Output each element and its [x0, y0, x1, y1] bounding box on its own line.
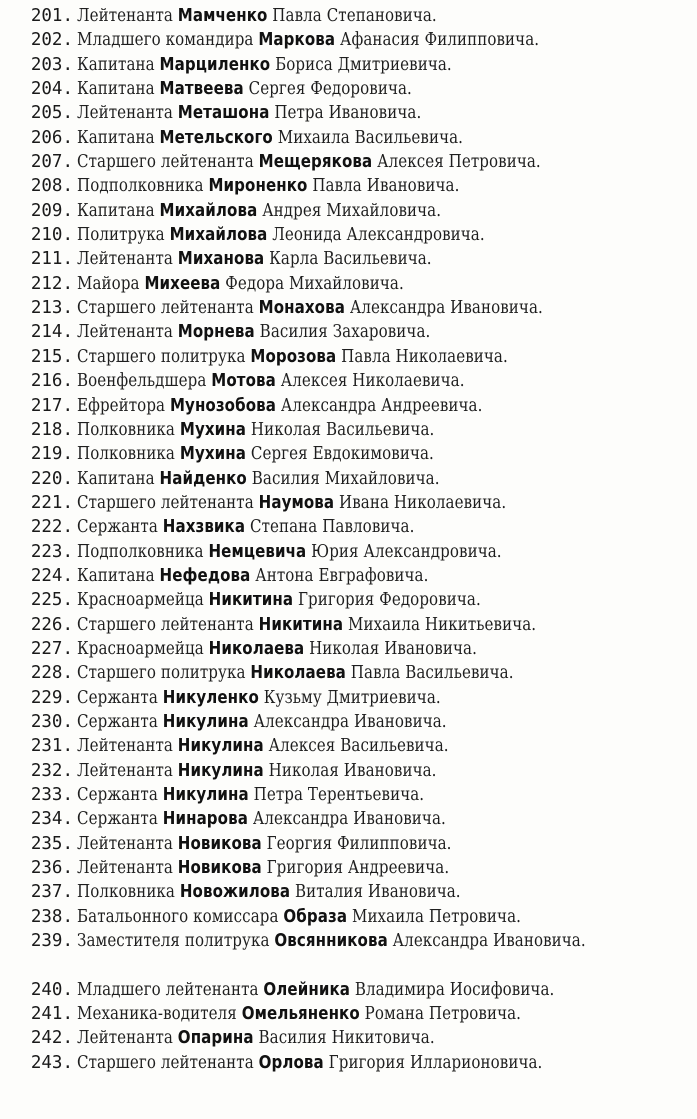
entry-number: 242.: [30, 1028, 73, 1049]
entry-text: [77, 296, 610, 320]
entry-rank: Лейтенанта: [77, 103, 173, 124]
entry-text: [77, 929, 610, 953]
entry-rank: Сержанта: [77, 785, 158, 805]
entry-text: [77, 369, 610, 393]
entry-rank: Подполковника: [77, 176, 204, 197]
entry-given-names: Георгия Филипповича.: [266, 833, 452, 854]
entry-rank: Лейтенанта: [77, 6, 173, 26]
entry-surname: Никулина: [177, 736, 264, 757]
entry-rank: Лейтенанта: [77, 760, 173, 781]
list-item: [0, 515, 697, 539]
entry-surname: Нинарова: [162, 809, 248, 830]
entry-given-names: Михаила Васильевича.: [277, 127, 464, 148]
entry-text: [77, 515, 610, 539]
entry-surname: Михайлова: [169, 225, 268, 246]
entry-text: [77, 467, 610, 491]
list-item: [0, 783, 697, 807]
entry-given-names: Антона Евграфовича.: [255, 565, 429, 586]
entry-number: 228.: [30, 663, 73, 684]
entry-given-names: Василия Никитовича.: [258, 1028, 435, 1049]
entry-rank: Младшего командира: [77, 30, 254, 51]
entry-given-names: Григория Илларионовича.: [328, 1052, 543, 1073]
entry-rank: Старшего лейтенанта: [77, 492, 254, 513]
entry-text: [77, 613, 610, 637]
entry-rank: Лейтенанта: [77, 858, 173, 879]
entry-rank: Капитана: [77, 565, 155, 586]
entry-text: [77, 564, 610, 588]
entry-surname: Нахзвика: [162, 517, 246, 538]
entry-surname: Морнева: [177, 322, 255, 343]
entry-surname: Мунозобова: [169, 395, 276, 416]
entry-number: 233.: [30, 785, 73, 805]
entry-number: 218.: [30, 419, 73, 440]
list-item: [0, 174, 697, 198]
entry-number: 222.: [30, 517, 73, 538]
entry-text: [77, 247, 610, 271]
entry-given-names: Бориса Дмитриевича.: [275, 54, 452, 75]
entry-given-names: Ивана Николаевича.: [339, 492, 507, 513]
entry-number: 203.: [30, 54, 73, 75]
entry-surname: Михайлова: [159, 200, 258, 221]
entry-text: [77, 418, 610, 442]
entry-given-names: Леонида Александровича.: [272, 225, 485, 246]
entry-surname: Мухина: [179, 444, 246, 465]
entry-rank: Сержанта: [77, 517, 158, 538]
entry-number: 237.: [30, 882, 73, 903]
entry-text: [77, 28, 610, 52]
list-item: [0, 832, 697, 856]
entry-given-names: Григория Андреевича.: [266, 858, 450, 879]
entry-given-names: Николая Васильевича.: [250, 419, 435, 440]
entry-number: 230.: [30, 711, 73, 732]
entry-text: [77, 320, 610, 344]
entry-given-names: Сергея Евдокимовича.: [250, 444, 434, 465]
entry-rank: Полковника: [77, 419, 175, 440]
list-item: [0, 418, 697, 442]
list-item: [0, 588, 697, 612]
entry-text: [77, 345, 610, 369]
entry-text: [77, 1051, 610, 1075]
entry-rank: Капитана: [77, 79, 155, 100]
entry-number: 204.: [30, 79, 73, 100]
entry-given-names: Алексея Васильевича.: [268, 736, 449, 757]
entry-number: 241.: [30, 1004, 73, 1025]
entry-text: [77, 783, 610, 807]
entry-rank: Капитана: [77, 127, 155, 148]
list-item: [0, 613, 697, 637]
entry-text: [77, 4, 610, 28]
entry-rank: Полковника: [77, 444, 175, 465]
entry-number: 240.: [30, 979, 73, 1000]
entry-text: [77, 223, 610, 247]
list-item: [0, 880, 697, 904]
entry-text: [77, 491, 610, 515]
list-item: [0, 53, 697, 77]
entry-given-names: Александра Андреевича.: [280, 395, 483, 416]
entry-rank: Лейтенанта: [77, 1028, 173, 1049]
list-item: [0, 77, 697, 101]
entry-given-names: Степана Павловича.: [249, 517, 415, 538]
entry-given-names: Александра Ивановича.: [349, 298, 543, 319]
entry-text: [77, 880, 610, 904]
entry-rank: Военфельдшера: [77, 371, 207, 392]
list-item: [0, 637, 697, 661]
entry-text: [77, 661, 610, 685]
entry-surname: Олейника: [263, 979, 350, 1000]
entry-given-names: Андрея Михайловича.: [262, 200, 442, 221]
entry-given-names: Карла Васильевича.: [269, 249, 432, 270]
entry-text: [77, 856, 610, 880]
list-item: [0, 564, 697, 588]
entry-text: [77, 905, 610, 929]
entry-given-names: Романа Петровича.: [364, 1004, 522, 1025]
entry-number: 216.: [30, 371, 73, 392]
list-item: [0, 272, 697, 296]
list-item: [0, 661, 697, 685]
entry-rank: Старшего лейтенанта: [77, 152, 254, 173]
entry-rank: Лейтенанта: [77, 833, 173, 854]
entry-given-names: Александра Ивановича.: [392, 931, 586, 952]
entry-given-names: Александра Ивановича.: [253, 711, 447, 732]
list-item: [0, 394, 697, 418]
list-item: [0, 101, 697, 125]
entry-rank: Капитана: [77, 468, 155, 489]
entry-text: [77, 1026, 610, 1050]
entry-text: [77, 394, 610, 418]
entry-rank: Лейтенанта: [77, 322, 173, 343]
entry-number: 207.: [30, 152, 73, 173]
entry-given-names: Михаила Петровича.: [351, 906, 522, 927]
entry-number: 215.: [30, 346, 73, 367]
list-item: [0, 978, 697, 1002]
list-item: [0, 296, 697, 320]
list-item: [0, 807, 697, 831]
entry-surname: Никулина: [177, 760, 264, 781]
entry-number: 227.: [30, 638, 73, 659]
entry-number: 219.: [30, 444, 73, 465]
entry-surname: Образа: [283, 906, 348, 927]
name-list: [0, 4, 697, 1075]
entry-given-names: Кузьму Дмитриевича.: [263, 687, 441, 708]
list-item: [0, 442, 697, 466]
list-item: [0, 686, 697, 710]
entry-rank: Сержанта: [77, 687, 158, 708]
entry-surname: Никитина: [208, 590, 294, 611]
entry-text: [77, 686, 610, 710]
entry-rank: Красноармейца: [77, 638, 204, 659]
entry-number: 209.: [30, 200, 73, 221]
entry-text: [77, 1002, 610, 1026]
entry-rank: Подполковника: [77, 541, 204, 562]
entry-text: [77, 272, 610, 296]
entry-rank: Лейтенанта: [77, 249, 173, 270]
entry-surname: Новикова: [177, 833, 262, 854]
entry-number: 223.: [30, 541, 73, 562]
list-item: [0, 369, 697, 393]
entry-surname: Меташона: [177, 103, 270, 124]
entry-text: [77, 637, 610, 661]
entry-text: [77, 734, 610, 758]
entry-rank: Механика-водителя: [77, 1004, 237, 1025]
entry-text: [77, 540, 610, 564]
entry-surname: Омельяненко: [241, 1004, 360, 1025]
entry-surname: Новикова: [177, 858, 262, 879]
entry-text: [77, 759, 610, 783]
entry-surname: Новожилова: [179, 882, 291, 903]
list-item: [0, 247, 697, 271]
entry-rank: Красноармейца: [77, 590, 204, 611]
entry-text: [77, 442, 610, 466]
entry-rank: Майора: [77, 273, 140, 294]
list-item: [0, 345, 697, 369]
entry-surname: Найденко: [159, 468, 247, 489]
entry-number: 226.: [30, 614, 73, 635]
entry-rank: Батальонного комиссара: [77, 906, 279, 927]
entry-rank: Младшего лейтенанта: [77, 979, 259, 1000]
entry-surname: Миханова: [177, 249, 265, 270]
entry-number: 234.: [30, 809, 73, 830]
entry-given-names: Петра Терентьевича.: [253, 785, 425, 805]
entry-given-names: Алексея Николаевича.: [280, 371, 465, 392]
entry-text: [77, 710, 610, 734]
entry-surname: Наумова: [258, 492, 335, 513]
entry-given-names: Алексея Петровича.: [377, 152, 541, 173]
entry-given-names: Николая Ивановича.: [309, 638, 477, 659]
list-item: [0, 710, 697, 734]
entry-given-names: Павла Степановича.: [272, 6, 437, 26]
entry-given-names: Михаила Никитьевича.: [347, 614, 537, 635]
list-item: [0, 856, 697, 880]
list-item: [0, 929, 697, 978]
entry-surname: Никуленко: [162, 687, 259, 708]
entry-number: 224.: [30, 565, 73, 586]
entry-given-names: Александра Ивановича.: [252, 809, 446, 830]
list-item: [0, 734, 697, 758]
entry-surname: Николаева: [250, 663, 346, 684]
entry-text: [77, 126, 610, 150]
entry-number: 202.: [30, 30, 73, 51]
entry-number: 205.: [30, 103, 73, 124]
entry-text: [77, 101, 610, 125]
entry-surname: Мещерякова: [258, 152, 373, 173]
entry-rank: Политрука: [77, 225, 165, 246]
entry-number: 238.: [30, 906, 73, 927]
entry-given-names: Павла Ивановича.: [312, 176, 460, 197]
entry-text: [77, 807, 610, 831]
entry-text: [77, 53, 610, 77]
entry-number: 214.: [30, 322, 73, 343]
entry-surname: Монахова: [258, 298, 345, 319]
entry-number: 206.: [30, 127, 73, 148]
entry-surname: Николаева: [208, 638, 305, 659]
entry-number: 208.: [30, 176, 73, 197]
list-item: [0, 199, 697, 223]
entry-number: 236.: [30, 858, 73, 879]
entry-rank: Ефрейтора: [77, 395, 166, 416]
entry-number: 201.: [30, 6, 73, 26]
entry-surname: Метельского: [159, 127, 273, 148]
entry-rank: Старшего политрука: [77, 346, 246, 367]
entry-surname: Мамченко: [177, 6, 268, 26]
entry-given-names: Афанасия Филипповича.: [339, 30, 540, 51]
entry-surname: Овсянникова: [274, 931, 388, 952]
entry-text: [77, 832, 610, 856]
entry-number: 225.: [30, 590, 73, 611]
entry-number: 211.: [30, 249, 73, 270]
entry-rank: Сержанта: [77, 711, 158, 732]
entry-surname: Марциленко: [159, 54, 271, 75]
entry-given-names: Василия Михайловича.: [251, 468, 440, 489]
entry-text: [77, 588, 610, 612]
list-item: [0, 1051, 697, 1075]
entry-given-names: Виталия Ивановича.: [294, 882, 461, 903]
entry-surname: Орлова: [258, 1052, 324, 1073]
entry-given-names: Федора Михайловича.: [225, 273, 404, 294]
list-item: [0, 320, 697, 344]
entry-surname: Никулина: [162, 785, 249, 805]
entry-number: 229.: [30, 687, 73, 708]
list-item: [0, 4, 697, 28]
list-item: [0, 905, 697, 929]
entry-rank: Старшего политрука: [77, 663, 246, 684]
entry-rank: Лейтенанта: [77, 736, 173, 757]
entry-number: 221.: [30, 492, 73, 513]
entry-text: [77, 174, 610, 198]
entry-given-names: Сергея Федоровича.: [248, 79, 412, 100]
entry-surname: Мотова: [211, 371, 276, 392]
entry-surname: Маркова: [258, 30, 336, 51]
entry-given-names: Григория Федоровича.: [297, 590, 481, 611]
entry-surname: Опарина: [177, 1028, 254, 1049]
entry-given-names: Павла Васильевича.: [350, 663, 514, 684]
entry-surname: Матвеева: [159, 79, 244, 100]
entry-rank: Сержанта: [77, 809, 158, 830]
entry-text: [77, 199, 610, 223]
entry-surname: Морозова: [250, 346, 337, 367]
entry-surname: Мироненко: [208, 176, 308, 197]
entry-surname: Никулина: [162, 711, 249, 732]
entry-number: 232.: [30, 760, 73, 781]
entry-surname: Никитина: [258, 614, 344, 635]
list-item: [0, 28, 697, 52]
entry-rank: Заместителя политрука: [77, 931, 270, 952]
list-item: [0, 150, 697, 174]
entry-number: 213.: [30, 298, 73, 319]
entry-number: 212.: [30, 273, 73, 294]
entry-number: 235.: [30, 833, 73, 854]
list-item: [0, 467, 697, 491]
list-item: [0, 759, 697, 783]
entry-surname: Нефедова: [159, 565, 251, 586]
entry-number: 217.: [30, 395, 73, 416]
entry-text: [77, 150, 610, 174]
entry-surname: Михеева: [144, 273, 221, 294]
entry-rank: Старшего лейтенанта: [77, 1052, 254, 1073]
entry-given-names: Николая Ивановича.: [268, 760, 437, 781]
entry-rank: Старшего лейтенанта: [77, 614, 254, 635]
entry-rank: Капитана: [77, 200, 155, 221]
list-item: [0, 223, 697, 247]
entry-given-names: Василия Захаровича.: [259, 322, 431, 343]
list-item: [0, 1002, 697, 1026]
entry-rank: Старшего лейтенанта: [77, 298, 254, 319]
list-item: [0, 1026, 697, 1050]
list-item: [0, 491, 697, 515]
entry-number: 243.: [30, 1052, 73, 1073]
entry-number: 239.: [30, 931, 73, 952]
entry-text: [77, 978, 610, 1002]
entry-rank: Полковника: [77, 882, 175, 903]
entry-given-names: Петра Ивановича.: [274, 103, 422, 124]
list-item: [0, 540, 697, 564]
entry-number: 210.: [30, 225, 73, 246]
entry-given-names: Юрия Александровича.: [311, 541, 502, 562]
entry-given-names: Владимира Иосифовича.: [354, 979, 555, 1000]
entry-number: 220.: [30, 468, 73, 489]
entry-given-names: Павла Николаевича.: [341, 346, 508, 367]
entry-text: [77, 77, 610, 101]
entry-number: 231.: [30, 736, 73, 757]
entry-surname: Немцевича: [208, 541, 307, 562]
list-item: [0, 126, 697, 150]
entry-surname: Мухина: [179, 419, 246, 440]
entry-rank: Капитана: [77, 54, 155, 75]
